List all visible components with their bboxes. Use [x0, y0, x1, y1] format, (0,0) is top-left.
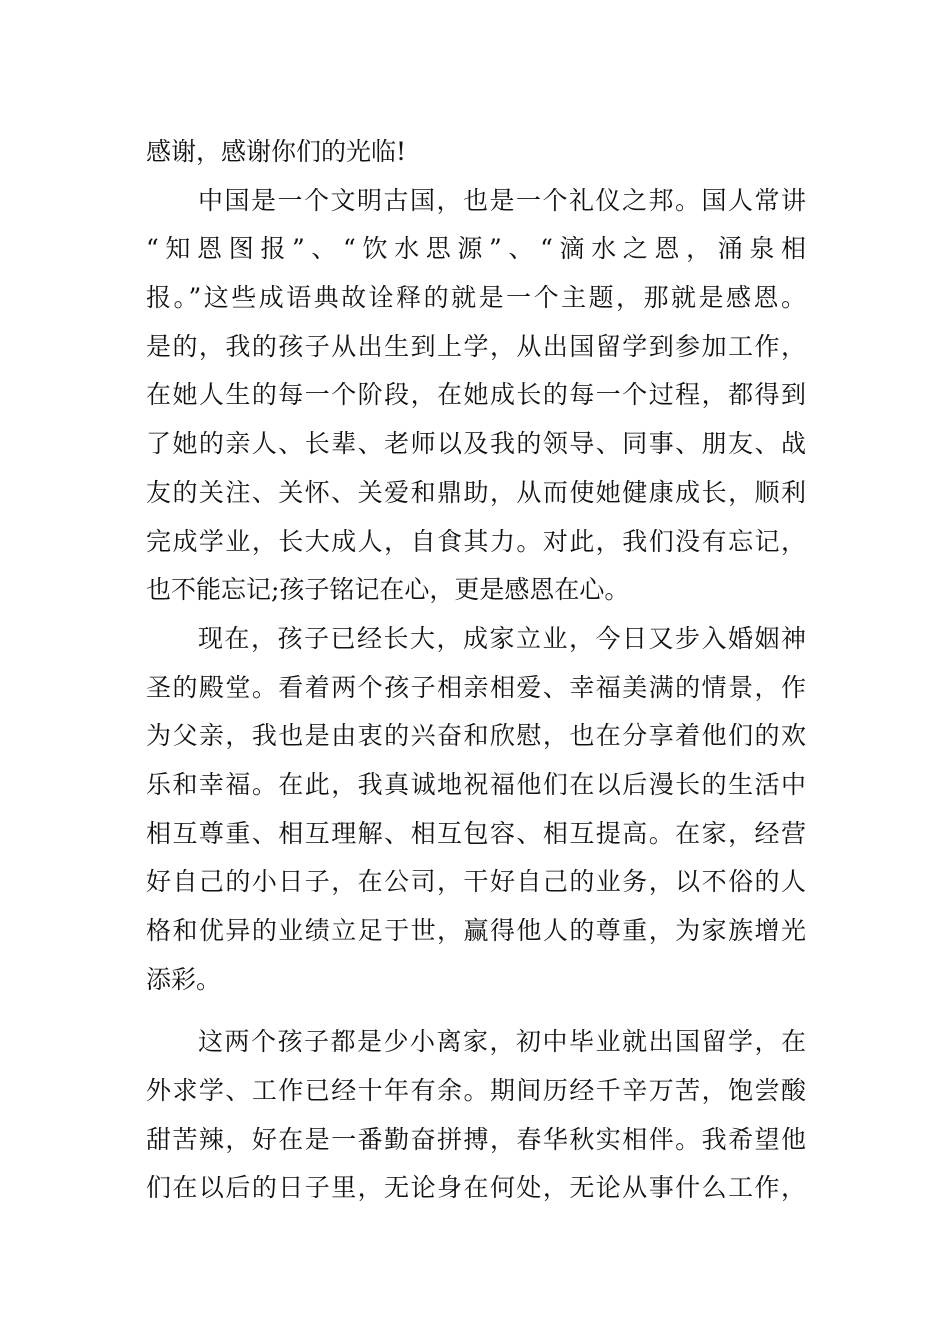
text-line: 为父亲，我也是由衷的兴奋和欣慰，也在分享着他们的欢 — [146, 721, 806, 751]
text-line: 们在以后的日子里，无论身在何处，无论从事什么工作， — [146, 1173, 806, 1203]
text-line: 甜苦辣，好在是一番勤奋拼搏，春华秋实相伴。我希望他 — [146, 1124, 806, 1154]
text-line: 中国是一个文明古国，也是一个礼仪之邦。国人常讲 — [198, 185, 806, 215]
text-line: 也不能忘记;孩子铭记在心，更是感恩在心。 — [146, 575, 630, 605]
letter-body — [146, 128, 806, 1213]
text-line: 乐和幸福。在此，我真诚地祝福他们在以后漫长的生活中 — [146, 769, 806, 799]
text-line: 好自己的小日子，在公司，干好自己的业务，以不俗的人 — [146, 867, 806, 897]
text-line: “知恩图报”、“饮水思源”、“滴水之恩，涌泉相 — [146, 234, 806, 264]
text-line: 在她人生的每一个阶段，在她成长的每一个过程，都得到 — [146, 380, 806, 410]
text-line: 这两个孩子都是少小离家，初中毕业就出国留学，在 — [198, 1027, 806, 1057]
text-line: 添彩。 — [146, 964, 222, 994]
text-line: 格和优异的业绩立足于世，赢得他人的尊重，为家族增光 — [146, 916, 806, 945]
text-line: 相互尊重、相互理解、相互包容、相互提高。在家，经营 — [146, 818, 806, 848]
text-line: 完成学业，长大成人，自食其力。对此，我们没有忘记， — [146, 526, 806, 556]
text-line: 是的，我的孩子从出生到上学，从出国留学到参加工作， — [146, 331, 806, 361]
paragraph-gap — [146, 1004, 806, 1018]
text-line: 感谢，感谢你们的光临! — [146, 137, 407, 166]
text-line: 外求学、工作已经十年有余。期间历经千辛万苦，饱尝酸 — [146, 1076, 806, 1106]
text-line: 友的关注、关怀、关爱和鼎助，从而使她健康成长，顺利 — [146, 477, 806, 507]
text-line: 圣的殿堂。看着两个孩子相亲相爱、幸福美满的情景，作 — [146, 672, 806, 702]
text-line: 现在，孩子已经长大，成家立业，今日又步入婚姻神 — [198, 623, 806, 653]
text-line: 报。”这些成语典故诠释的就是一个主题，那就是感恩。 — [146, 283, 806, 313]
text-line: 了她的亲人、长辈、老师以及我的领导、同事、朋友、战 — [146, 429, 806, 459]
